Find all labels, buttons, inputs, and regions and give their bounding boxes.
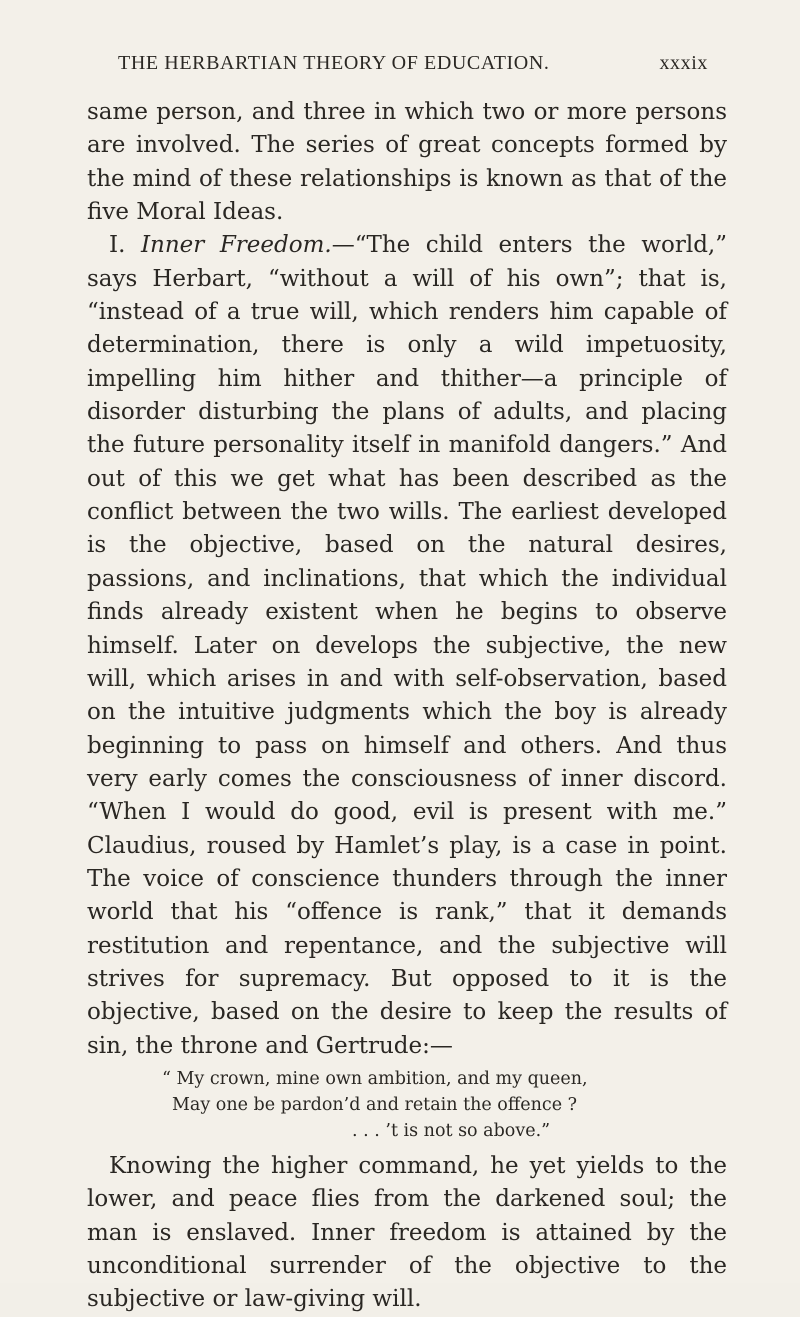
section-heading: Inner Freedom. (140, 232, 332, 259)
quote-line-1: “ My crown, mine own ambition, and my queen, (162, 1068, 588, 1089)
paragraph-inner-freedom (87, 229, 727, 1063)
paragraph-continued: same person, and three in which two or more persons are involved. The series of great concepts formed by the mind of these relationships is known as that of the five Moral Ideas. (87, 99, 727, 226)
block-quote (87, 1066, 727, 1144)
section-numeral: I. (109, 232, 126, 259)
quote-line-2: May one be pardon’d and retain the offence ? (172, 1094, 577, 1115)
paragraph-conclusion: Knowing the higher command, he yet yields to the lower, and peace flies from the darkened soul; the man is enslaved. Inner freedom is attained by the unconditional surrender of the objective to the subjective or law-giving will. (87, 1152, 727, 1313)
running-head (118, 52, 708, 75)
paragraph-inner-freedom-text: —“The child enters the world,” says Herbart, “without a will of his own”; that is, “instead of a true will, which renders him capable of determination, there is only a wild impetuosity, impelling him hither and thither—a principle of disorder disturbing the plans of adults, and placing the future personality itself in manifold dangers.” And out of this we get what has been described as the conflict between the two wills. The earliest developed is the objective, based on the natural desires, passions, and inclinations, that which the individual finds already existent when he begins to observe himself. Later on develops the subjective, the new will, which arises in and with self-observation, based on the intuitive judgments which the boy is already beginning to pass on himself and others. And thus very early comes the consciousness of inner discord. “When I would do good, evil is present with me.” Claudius, roused by Hamlet’s play, is a case in point. The voice of conscience thunders through the inner world that his “offence is rank,” that it demands restitution and repentance, and the subjective will strives for supremacy. But opposed to it is the objective, based on the desire to keep the results of sin, the throne and Gertrude:— (87, 232, 728, 1059)
running-head-title: THE HERBARTIAN THEORY OF EDUCATION. (118, 52, 550, 74)
body-text (87, 96, 727, 1317)
page-number: xxxix (659, 52, 708, 74)
quote-line-3: . . . ’t is not so above.” (352, 1120, 551, 1141)
